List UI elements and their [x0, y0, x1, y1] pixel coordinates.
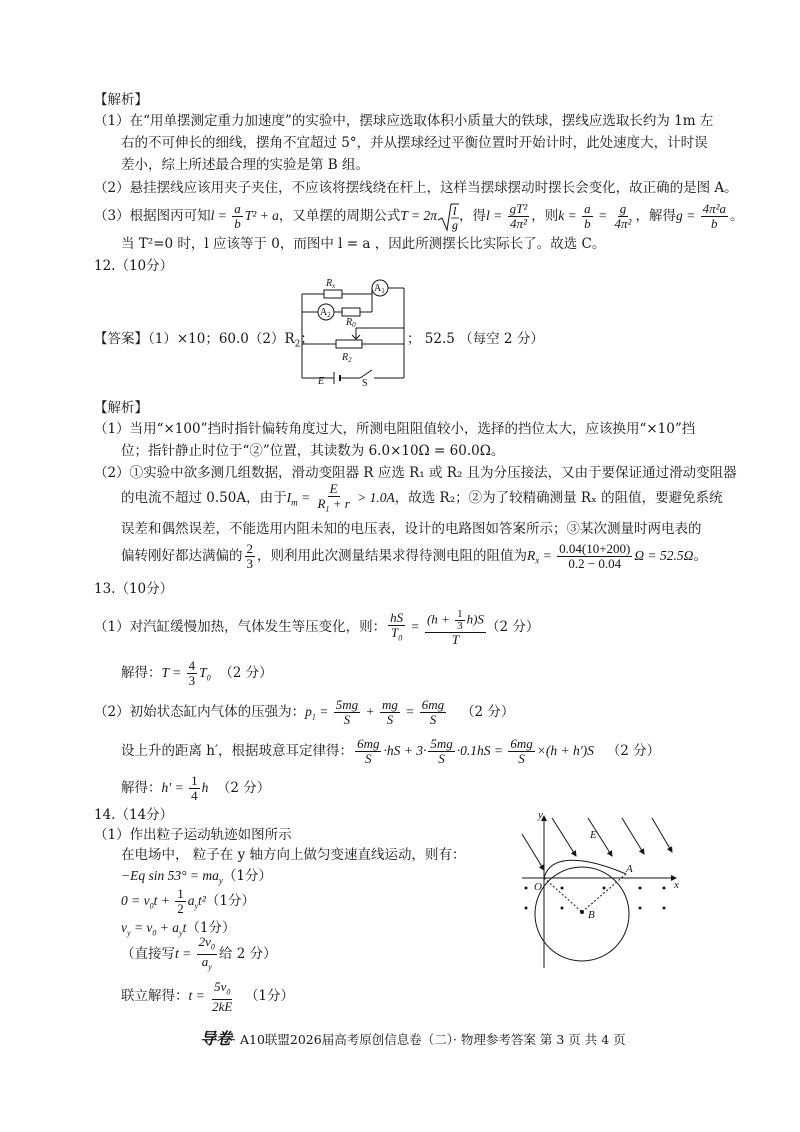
formula-t-result: T = $\frac{4}{3}$ $T_0$: [161, 658, 211, 689]
q13-part1: （1）对汽缸缓慢加热，气体发生等压变化，则： $\frac{hS}{T_0}$ = (h + $\frac{1}{3}$ h)S T: [94, 606, 488, 648]
formula-velocity: $v_y = v_0 + a_yt$: [121, 920, 187, 938]
label-field-e: E: [590, 829, 597, 841]
formula-period: T = 2π l g: [400, 203, 459, 232]
formula-p1: $p_1$ = $\frac{5mg}{S}$ + $\frac{mg}{S}$ = $\frac{6mg}{S}$: [305, 697, 445, 728]
label-origin: O: [534, 881, 542, 893]
q14-eq3: $v_y = v_0 + a_yt(1$分）: [121, 920, 236, 938]
label-r2: $R_2$: [342, 352, 352, 364]
analysis-header-11: 【解析】: [94, 92, 148, 108]
question-12-header: 12.（10分）: [94, 258, 174, 274]
q14-part1: （1）作出粒子运动轨迹如图所示: [94, 827, 292, 843]
footer-text: · A10联盟2026届高考原创信息卷（二）· 物理参考答案 第 3 页 共 4 页: [232, 1032, 626, 1047]
analysis-11-part1-line2: 右的不可伸长的细线，摆角不宜超过 5°，并从摆球经过平衡位置时开始计时，此处速度大，计时误: [121, 135, 708, 151]
q14-eq1: −Eq $\sin 53^\circ = ma_y(1$分）: [121, 868, 272, 886]
analysis-12-part2-line3: 误差和偶然误差，不能选用内阻未知的电压表，设计的电路图如答案所示；③某次测量时两电表的: [121, 521, 702, 537]
analysis-12-part2-line4: 偏转刚好都达满偏的 $\frac{2}{3}$ ，则利用此次测量结果求得待测电阻的阻值为$R_x$ = $\frac{0.04(10+200)}{0.2 - 0.04}$ Ω = 52.5Ω。: [121, 541, 707, 572]
q14-line2: 在电场中， 粒子在 y 轴方向上做匀变速直线运动，则有：: [121, 847, 466, 863]
formula-rx-result: $R_x$ = $\frac{0.04(10+200)}{0.2 - 0.04}$ Ω = 52.5Ω: [527, 541, 694, 572]
q13-solution1: 解得：T = $\frac{4}{3}$ $T_0$ （2 分）: [121, 658, 273, 689]
formula-k: k = $\frac{a}{b}$ = $\frac{g}{\text{4π²}}$: [558, 201, 632, 232]
label-a1: $A_1$: [374, 283, 385, 295]
q13-part2: （2）初始状态缸内气体的压强为：$p_1$ = $\frac{5mg}{S}$ + $\frac{mg}{S}$ = $\frac{6mg}{S}$ （2 分）: [94, 697, 515, 728]
q14-eq2: $0 = v_0t$ + $\frac{1}{2}$ $a_yt^2(1$分）: [121, 886, 255, 917]
analysis-11-part2: （2）悬挂摆线应该用夹子夹住，不应该将摆线绕在杆上，这样当摆球摆动时摆长会变化，故正确的是图 A。: [94, 180, 738, 196]
analysis-11-part3-line2: 当 T²=0 时，l 应该等于 0，而图中 l = a ，因此所测摆长比实际长了。故选 C。: [121, 236, 606, 252]
formula-g: g = $\frac{\text{4π²a}}{b}$: [675, 201, 726, 232]
q14-eq4: （直接写t = $\frac{2v_0}{a_y}$ 给 2 分）: [121, 933, 277, 972]
label-rx: $R_x$: [326, 278, 336, 290]
analysis-11-part1-line3: 差小，综上所述最合理的实验是第 B 组。: [121, 157, 370, 173]
analysis-11-part3-line1: （3）根据图丙可知l = $\frac{a}{b}$ T² + a，又单摆的周期公式T = 2π l g ，得l = $\frac{\text{gT²}}{\text{4π²}}$ ，则k = $\frac{a}{b}$ = $\frac{g}{\text{4π²}}$ ，解得g = $\frac{\text{4π²a}}{b}$ 。: [94, 201, 744, 232]
label-s: S: [362, 378, 368, 386]
page-footer: [200, 1026, 626, 1049]
formula-isobaric: $\frac{hS}{T_0}$ = (h + $\frac{1}{3}$ h)S T: [390, 607, 484, 647]
label-x-axis: x: [674, 879, 679, 891]
q14-eq5: 联立解得：t = $\frac{5v_0}{2kE}$ （1分）: [121, 978, 295, 1015]
analysis-12-part2-line1: （2）①实验中欲多测几组数据，滑动变阻器 R 应选 R₁ 或 R₂ 且为分压接法，又由于要保证通过滑动变阻器: [94, 465, 737, 481]
label-y-axis: y: [538, 809, 543, 821]
analysis-header-12: 【解析】: [94, 400, 148, 416]
sqrt-sign-icon: [437, 202, 459, 232]
formula-h-prime: h′ = $\frac{1}{4}$ h: [161, 773, 209, 804]
svg-text:l: l: [453, 203, 457, 218]
brand-logo: 导卷: [200, 1029, 233, 1048]
question-13-header: 13.（10分）: [94, 581, 174, 597]
analysis-11-part1-line1: （1）在“用单摆测定重力加速度”的实验中，摆球应选取体积小质量大的铁球，摆线应选取长约为 1m 左: [94, 113, 714, 129]
svg-text:g: g: [452, 217, 459, 232]
analysis-12-part1-line1: （1）当用“×100”挡时指针偏转角度过大，所测电阻阻值较小，选择的挡位太大，应该换用“×10”挡: [94, 421, 696, 437]
analysis-12-part2-line2: 的电流不超过 0.50A，由于$I_m$ = $\frac{E}{R_1 + r}$ > 1.0A，故选 R₂；②为了较精确测量 Rₓ 的阻值，要避免系统: [121, 480, 723, 514]
formula-boyle: $\frac{6mg}{S}$ ·hS + 3· $\frac{5mg}{S}$ ·0.1hS = $\frac{6mg}{S}$ ×(h + h′)S: [357, 736, 594, 767]
trajectory-figure: [514, 808, 684, 978]
q13-part1-score: （2 分）: [486, 619, 540, 635]
formula-l-vs-t2: l = $\frac{a}{b}$ T² + a: [210, 201, 279, 232]
q13-boyle: 设上升的距离 h′，根据玻意耳定律得： $\frac{6mg}{S}$ ·hS + 3· $\frac{5mg}{S}$ ·0.1hS = $\frac{6mg}{S}$ ×(h + h′)S （2 分）: [121, 736, 661, 767]
q13-solution2: 解得：h′ = $\frac{1}{4}$ h （2 分）: [121, 773, 271, 804]
label-a2: $A_2$: [320, 307, 331, 319]
label-r0: $R_0$: [346, 317, 356, 329]
answer-12: 【答案】（1）×10；$60.0(2)R_2$；: [94, 331, 314, 350]
formula-im: $I_m$ = $\frac{E}{R_1 + r}$ > 1.0A: [286, 480, 395, 514]
formula-l-solved: l = $\frac{\text{gT²}}{\text{4π²}}$: [486, 201, 528, 232]
label-point-a: A: [626, 863, 633, 875]
answer-12-tail: ； 52.5 （每空 2 分）: [407, 331, 544, 347]
formula-t-direct: t = $\frac{2v_0}{a_y}$: [175, 933, 215, 972]
formula-displacement: $0 = v_0t$ + $\frac{1}{2}$ $a_yt^2$: [121, 886, 206, 917]
question-14-header: 14.（14分）: [94, 807, 174, 823]
formula-t-final: t = $\frac{5v_0}{2kE}$: [188, 978, 233, 1015]
fraction-two-thirds: $\frac{2}{3}$: [246, 541, 253, 571]
label-point-b: B: [588, 909, 595, 921]
analysis-12-part1-line2: 位；指针静止时位于“②”位置，其读数为 6.0×10Ω = 60.0Ω。: [121, 443, 505, 459]
label-e: E: [318, 376, 325, 386]
